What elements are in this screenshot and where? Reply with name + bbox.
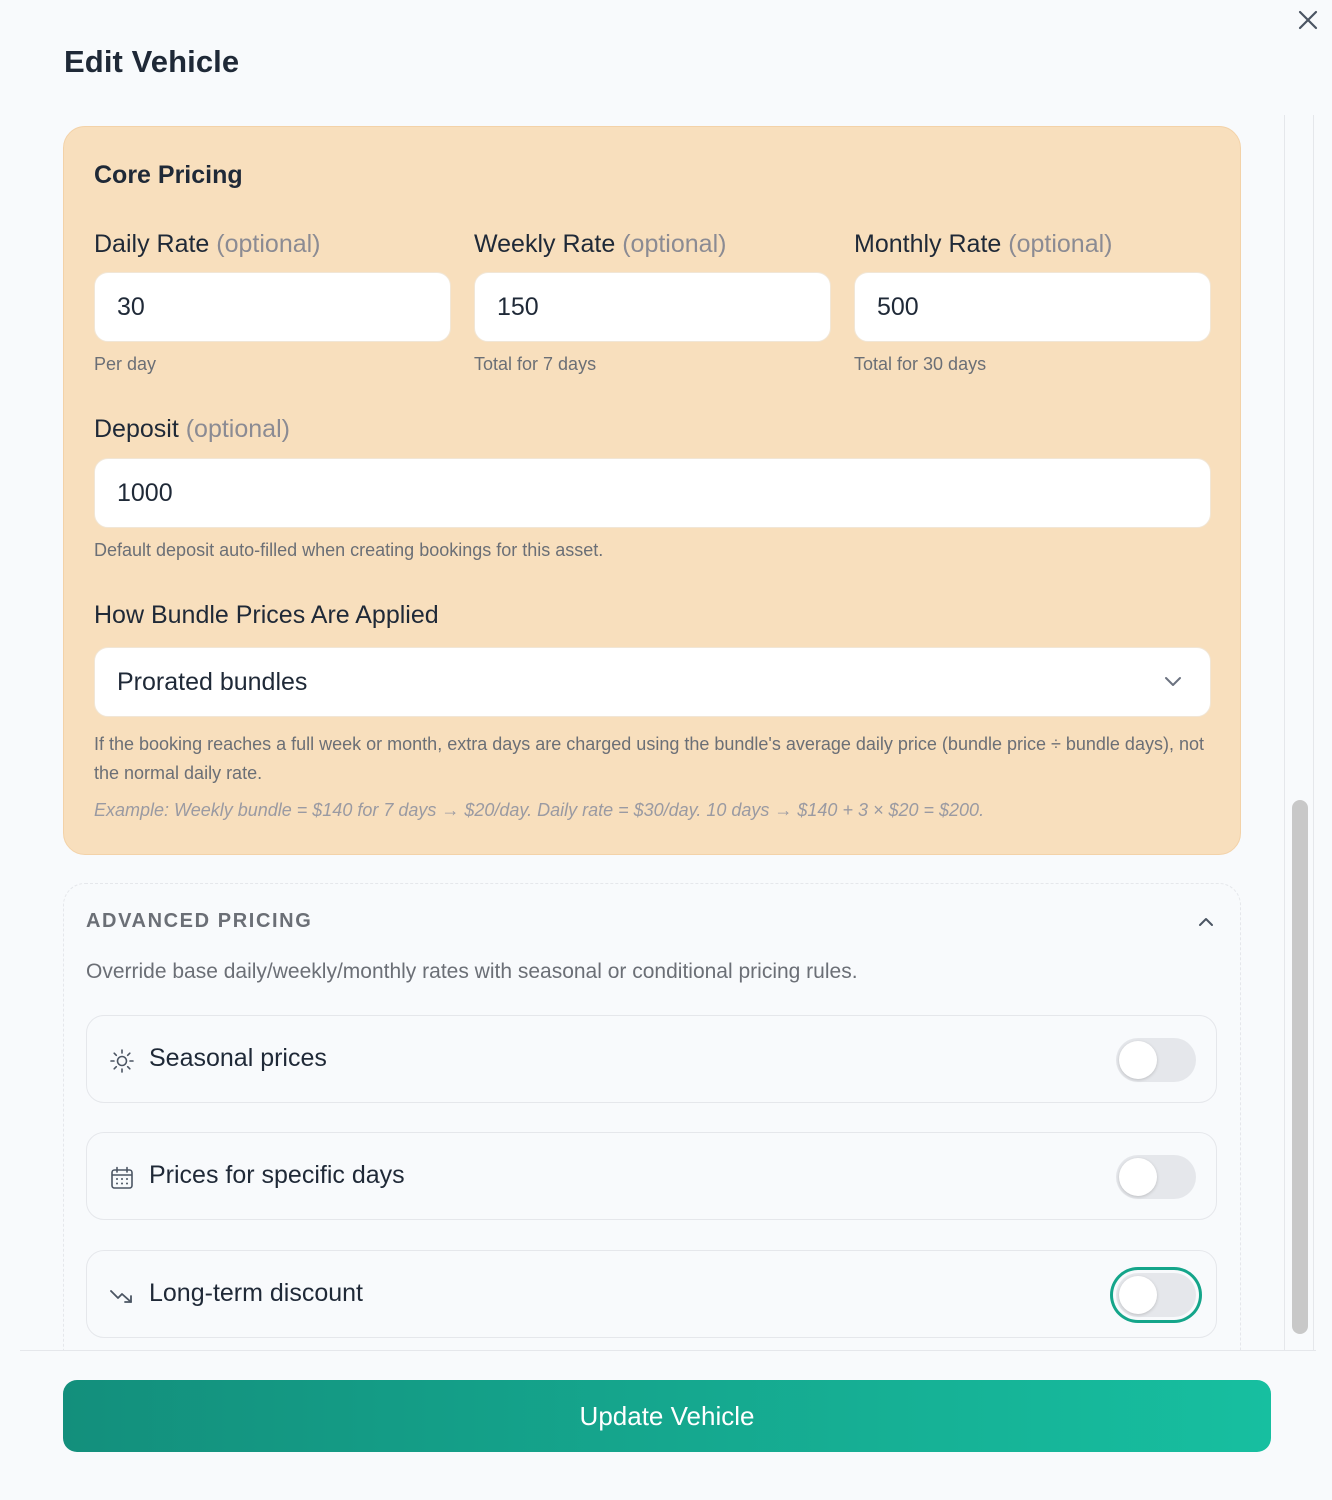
seasonal-prices-toggle[interactable] (1116, 1038, 1196, 1082)
chevron-down-icon (1162, 670, 1184, 692)
daily-rate-label (94, 230, 321, 259)
monthly-rate-hint: Total for 30 days (854, 354, 987, 374)
bundle-label: How Bundle Prices Are Applied (94, 601, 439, 629)
daily-rate-hint: Per day (94, 354, 157, 374)
rule-row-specific-days (86, 1132, 1217, 1220)
trending-down-icon (109, 1283, 135, 1309)
collapse-button[interactable] (1196, 912, 1216, 937)
rule-row-long-term (86, 1250, 1217, 1338)
rule-label: Seasonal prices (149, 1044, 327, 1072)
optional-tag: (optional) (622, 230, 727, 258)
sun-icon (109, 1048, 135, 1074)
weekly-rate-input[interactable] (474, 272, 831, 342)
toggle-knob (1119, 1041, 1157, 1079)
bundle-help-text: If the booking reaches a full week or month, extra days are charged using the bundle's average daily price (bundle price ÷ bundle days), not the normal daily rate. (94, 734, 1204, 783)
long-term-discount-toggle[interactable] (1116, 1273, 1196, 1317)
deposit-label (94, 415, 290, 444)
scroll-area (0, 115, 1286, 1350)
deposit-input[interactable] (94, 458, 1211, 528)
daily-rate-input[interactable] (94, 272, 451, 342)
monthly-rate-input[interactable] (854, 272, 1211, 342)
calendar-icon (109, 1165, 135, 1191)
close-button[interactable] (1294, 6, 1322, 34)
deposit-label-text: Deposit (94, 415, 179, 443)
bundle-example: Example: Weekly bundle = $140 for 7 days → $20/day. Daily rate = $30/day. 10 days → $140 + 3 × $20 = $200. (94, 800, 985, 820)
footer-divider (20, 1350, 1316, 1351)
optional-tag: (optional) (185, 415, 290, 443)
scrollbar-thumb[interactable] (1292, 800, 1308, 1334)
advanced-pricing-description: Override base daily/weekly/monthly rates with seasonal or conditional pricing rules. (86, 960, 858, 983)
monthly-rate-label-text: Monthly Rate (854, 230, 1002, 258)
rule-label: Long-term discount (149, 1279, 364, 1307)
rule-label: Prices for specific days (149, 1161, 405, 1189)
advanced-pricing-title: ADVANCED PRICING (86, 910, 313, 932)
optional-tag: (optional) (216, 230, 321, 258)
daily-rate-value: 30 (117, 292, 145, 321)
weekly-rate-hint: Total for 7 days (474, 354, 597, 374)
deposit-value: 1000 (117, 478, 173, 507)
monthly-rate-label (854, 230, 1112, 259)
weekly-rate-label (474, 230, 726, 259)
bundle-select[interactable] (94, 647, 1211, 717)
daily-rate-label-text: Daily Rate (94, 230, 210, 258)
toggle-knob (1119, 1158, 1157, 1196)
toggle-knob (1119, 1276, 1157, 1314)
core-pricing-card (63, 126, 1241, 855)
weekly-rate-label-text: Weekly Rate (474, 230, 616, 258)
deposit-hint: Default deposit auto-filled when creating bookings for this asset. (94, 540, 604, 560)
update-vehicle-label: Update Vehicle (579, 1400, 755, 1431)
advanced-pricing-card (63, 883, 1241, 1350)
monthly-rate-value: 500 (877, 292, 919, 321)
close-icon (1297, 9, 1319, 31)
specific-days-toggle[interactable] (1116, 1155, 1196, 1199)
weekly-rate-value: 150 (497, 292, 539, 321)
update-vehicle-button[interactable] (63, 1380, 1271, 1452)
optional-tag: (optional) (1008, 230, 1113, 258)
chevron-up-icon (1196, 912, 1216, 932)
bundle-selected-value: Prorated bundles (117, 667, 308, 696)
rule-row-seasonal (86, 1015, 1217, 1103)
core-pricing-title: Core Pricing (94, 161, 243, 189)
modal-title: Edit Vehicle (64, 44, 240, 79)
